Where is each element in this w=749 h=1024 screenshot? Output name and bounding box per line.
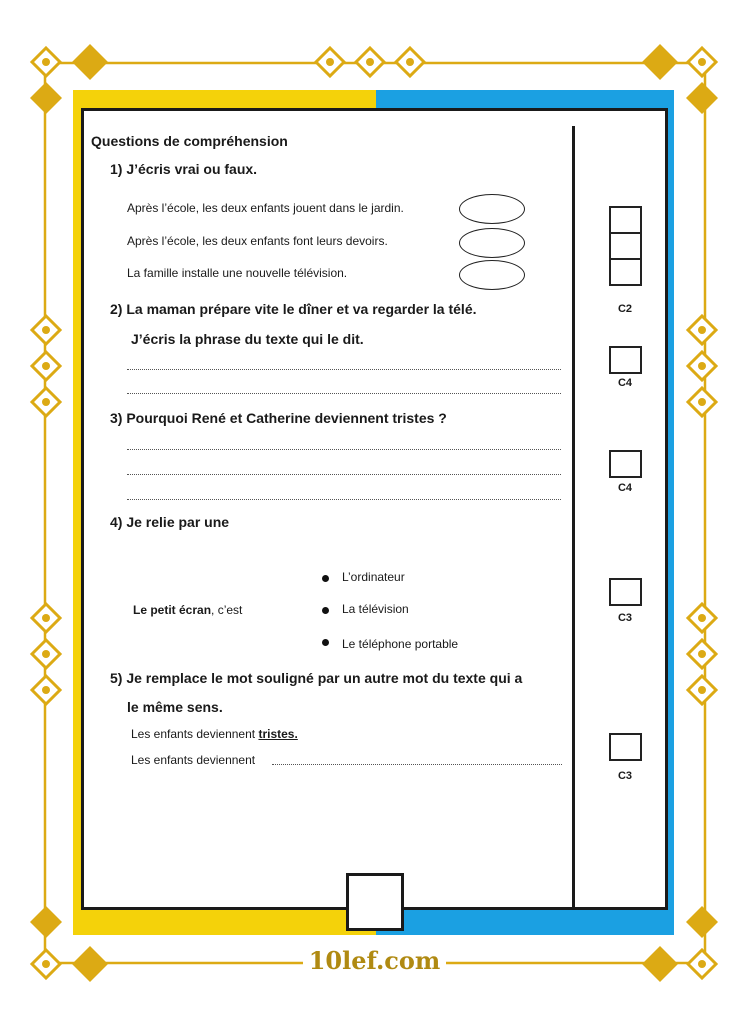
q1-score-box-1[interactable] xyxy=(609,206,642,234)
q5-heading-line2: le même sens. xyxy=(127,699,223,715)
q5-heading-line1: 5) Je remplace le mot souligné par un autre mot du texte qui a xyxy=(110,670,523,686)
band-blue-bottom xyxy=(376,910,674,935)
page-title: Questions de compréhension xyxy=(91,133,288,149)
q4-option-1: L’ordinateur xyxy=(342,570,405,584)
q2-score-box[interactable] xyxy=(609,346,642,374)
q4-heading: 4) Je relie par une xyxy=(110,514,230,530)
q4-competency-code: C3 xyxy=(617,612,633,624)
q1-score-box-3[interactable] xyxy=(609,258,642,286)
q4-bullet-3[interactable] xyxy=(322,639,329,646)
q1-heading: 1) J’écris vrai ou faux. xyxy=(110,161,258,177)
q3-competency-code: C4 xyxy=(617,482,633,494)
q2-heading-line1: 2) La maman prépare vite le dîner et va regarder la télé. xyxy=(110,301,477,317)
corner-diamond xyxy=(30,82,62,114)
q3-answer-line-3[interactable] xyxy=(127,499,561,500)
worksheet xyxy=(81,108,668,910)
band-yellow-bottom xyxy=(73,910,376,935)
q4-prompt-rest: , c’est xyxy=(211,603,243,617)
q5-competency-code: C3 xyxy=(617,770,633,782)
q4-prompt-bold: Le petit écran xyxy=(133,603,212,617)
q5-score-box[interactable] xyxy=(609,733,642,761)
brand-watermark xyxy=(0,946,749,975)
q3-answer-line-1[interactable] xyxy=(127,449,561,450)
q4-bullet-1[interactable] xyxy=(322,575,329,582)
q4-bullet-2[interactable] xyxy=(322,607,329,614)
q1-score-box-2[interactable] xyxy=(609,232,642,260)
q1-answer-oval-1[interactable] xyxy=(459,194,525,224)
q5-underlined-word: tristes. xyxy=(258,727,298,741)
q1-statement-3: La famille installe une nouvelle télévision. xyxy=(127,266,348,280)
page-number-box xyxy=(346,873,404,931)
q1-statement-2: Après l’école, les deux enfants font leurs devoirs. xyxy=(127,234,388,248)
q1-statement-1: Après l’école, les deux enfants jouent dans le jardin. xyxy=(127,201,404,215)
q3-score-box[interactable] xyxy=(609,450,642,478)
q2-answer-line-1[interactable] xyxy=(127,369,561,370)
corner-diamond xyxy=(72,44,108,80)
q4-score-box[interactable] xyxy=(609,578,642,606)
q2-heading-line2: J’écris la phrase du texte qui le dit. xyxy=(131,331,364,347)
q3-answer-line-2[interactable] xyxy=(127,474,561,475)
q4-prompt xyxy=(133,603,242,617)
q2-answer-line-2[interactable] xyxy=(127,393,561,394)
q5-sentence-prefix: Les enfants deviennent xyxy=(131,727,256,741)
corner-diamond xyxy=(642,44,678,80)
margin-divider xyxy=(572,126,575,910)
q2-competency-code: C4 xyxy=(617,377,633,389)
corner-diamond xyxy=(686,906,718,938)
q1-answer-oval-3[interactable] xyxy=(459,260,525,290)
q5-answer-line[interactable] xyxy=(272,764,562,765)
q1-answer-oval-2[interactable] xyxy=(459,228,525,258)
corner-diamond xyxy=(30,906,62,938)
q5-sentence xyxy=(131,727,298,741)
brand-text: 10lef.com xyxy=(303,946,447,975)
q3-heading: 3) Pourquoi René et Catherine deviennent tristes ? xyxy=(110,410,447,426)
band-blue-top xyxy=(376,90,674,110)
corner-diamond xyxy=(686,82,718,114)
band-yellow-top xyxy=(73,90,376,110)
q4-option-3: Le téléphone portable xyxy=(342,637,459,651)
q1-competency-code: C2 xyxy=(617,303,633,315)
q5-answer-prefix: Les enfants deviennent xyxy=(131,753,256,767)
q4-option-2: La télévision xyxy=(342,602,409,616)
